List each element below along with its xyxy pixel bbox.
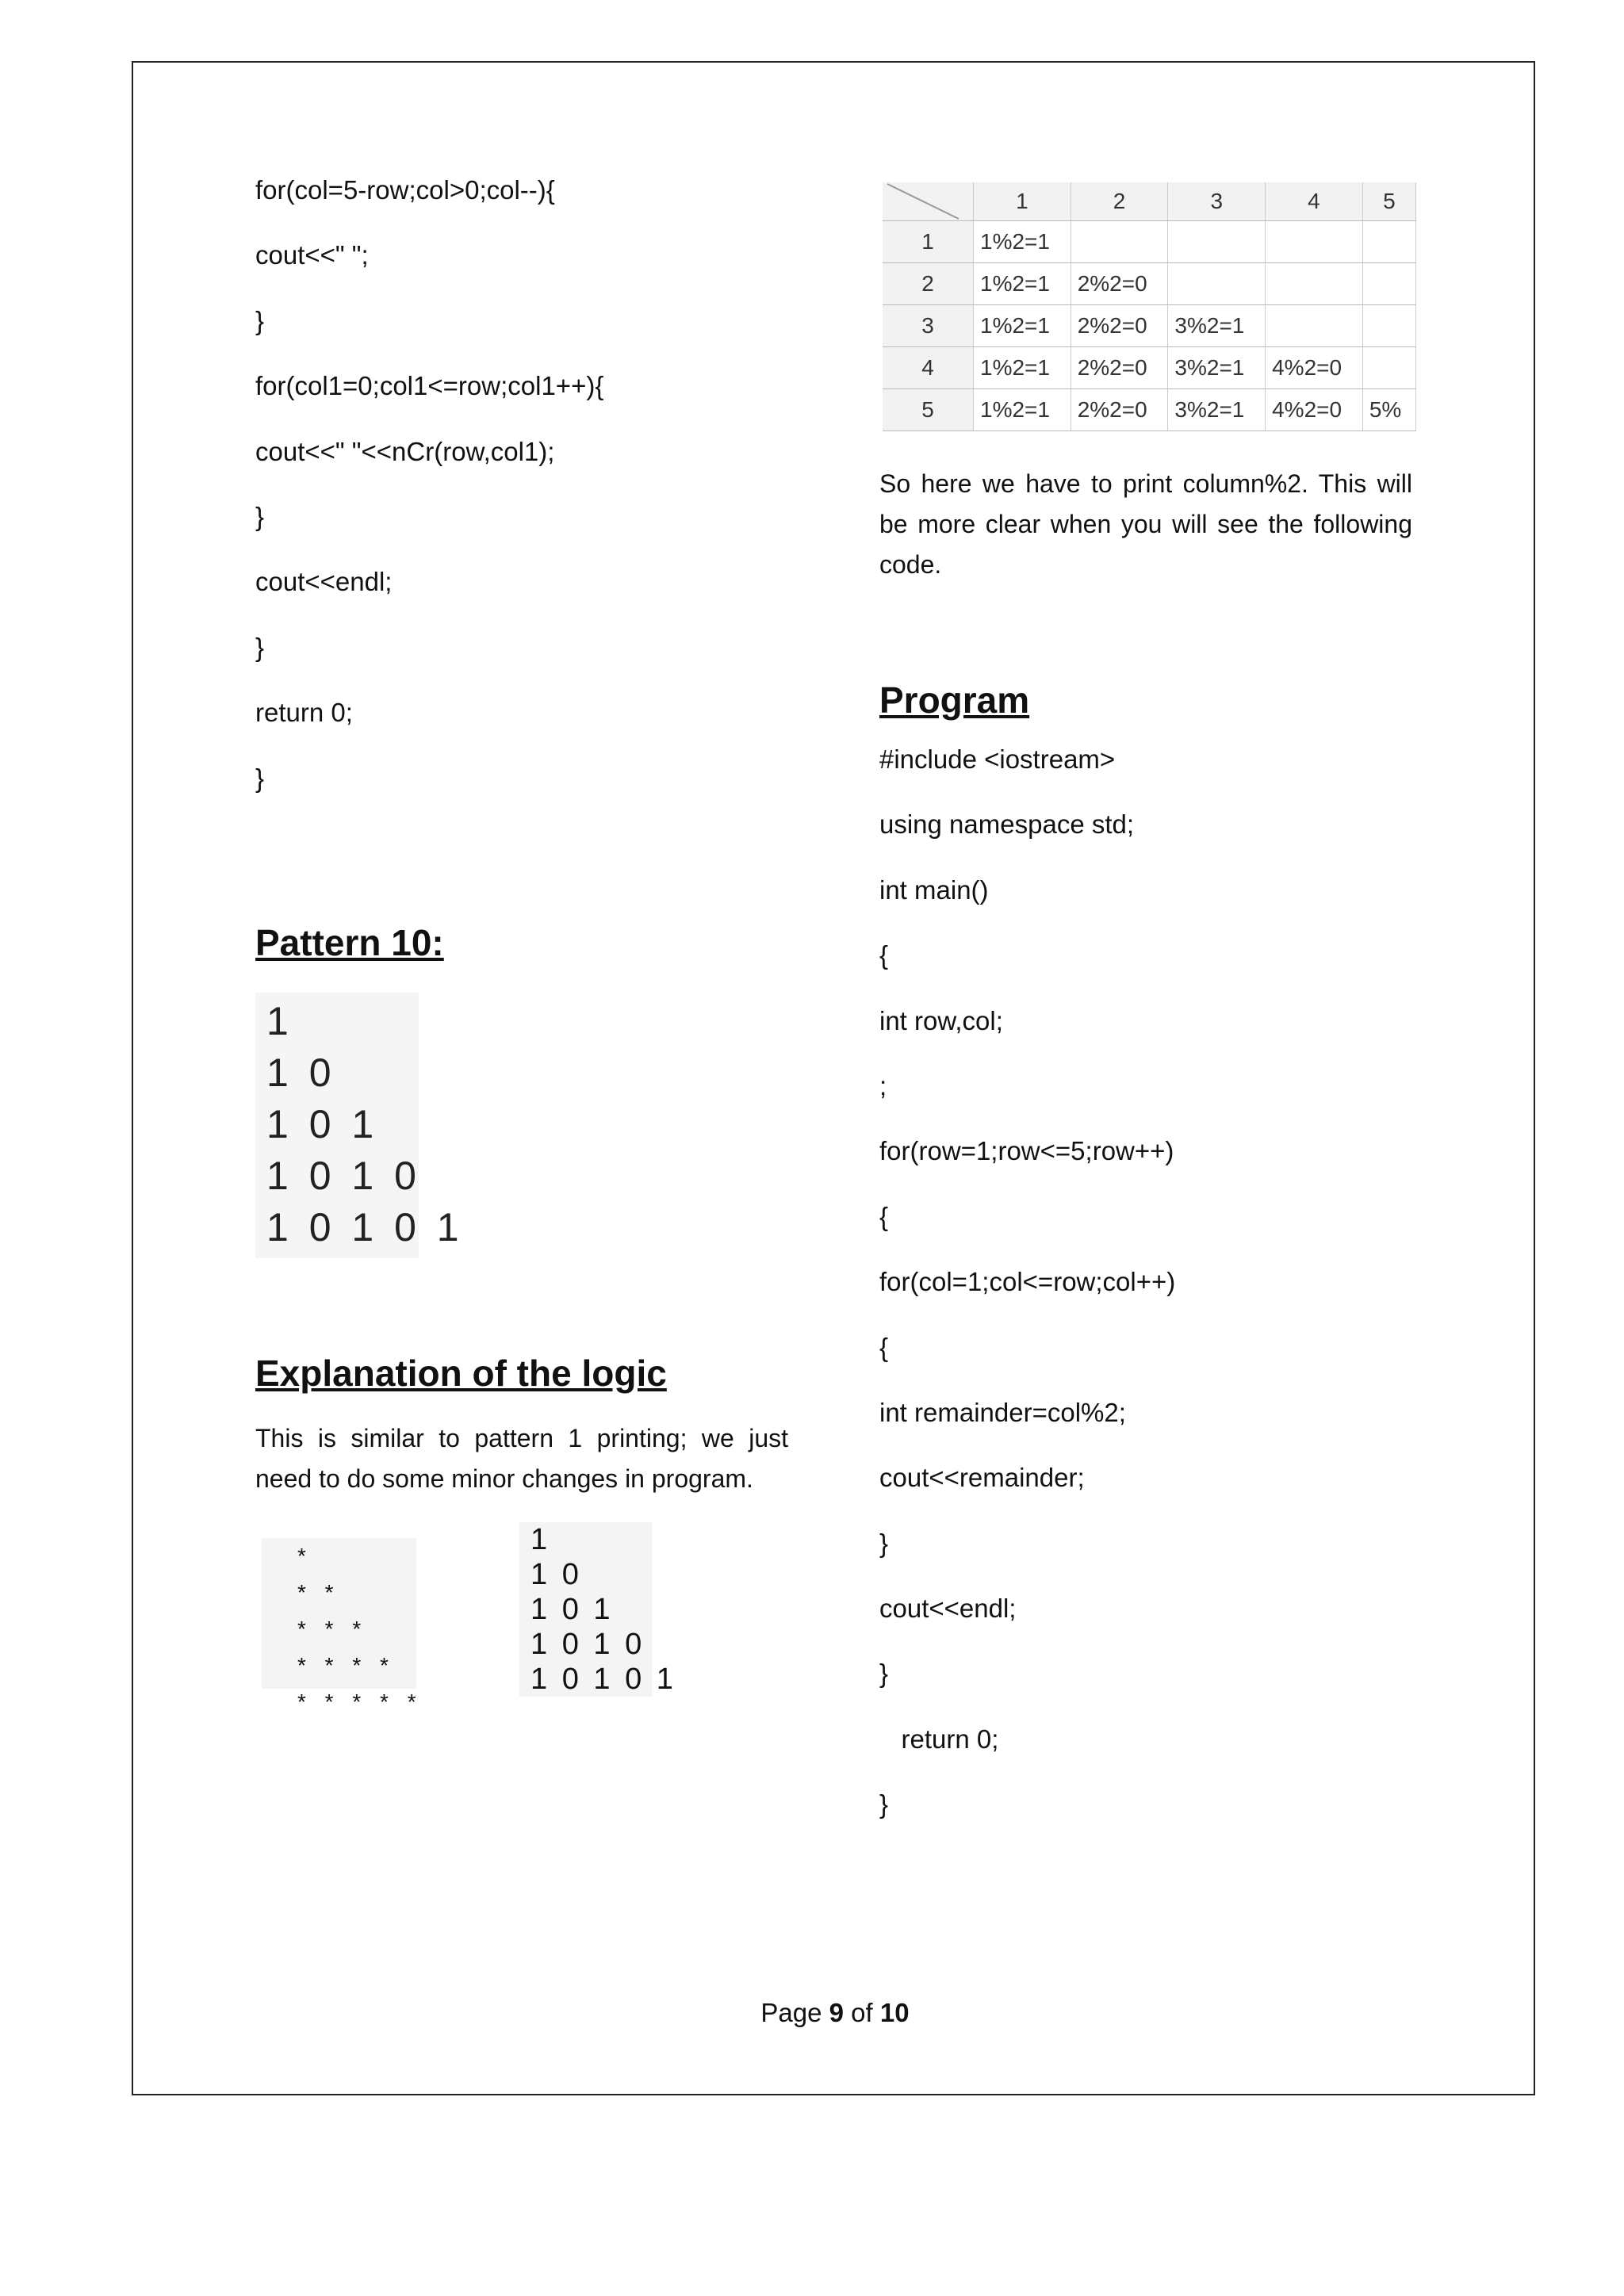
explanation-right-paragraph: So here we have to print column%2. This will be more clear when you will see the following code. <box>879 469 1412 579</box>
table-cell: 3%2=1 <box>1168 305 1266 347</box>
star-pattern-image <box>262 1538 423 1714</box>
column-header: 4 <box>1266 182 1363 221</box>
table-cell <box>1266 263 1363 305</box>
table-cell <box>1266 221 1363 263</box>
number-line: 1 0 1 0 <box>530 1628 645 1661</box>
table-cell: 2%2=0 <box>1071 347 1168 389</box>
column-header: 2 <box>1071 182 1168 221</box>
table-cell <box>1071 221 1168 263</box>
table-cell: 1%2=1 <box>974 305 1071 347</box>
table-cell <box>1362 347 1415 389</box>
footer-prefix: Page <box>760 1998 822 2027</box>
table-cell: 3%2=1 <box>1168 389 1266 431</box>
table-cell <box>1362 263 1415 305</box>
column-header: 3 <box>1168 182 1266 221</box>
code-line: for(col=5-row;col>0;col--){ <box>255 175 555 205</box>
table-cell: 1%2=1 <box>974 221 1071 263</box>
pattern-line: 1 0 1 <box>266 1101 379 1146</box>
code-line: return 0; <box>879 1724 999 1754</box>
number-line: 1 0 1 <box>530 1593 614 1626</box>
row-label: 3 <box>883 305 974 347</box>
explanation-heading: Explanation of the logic <box>255 1352 667 1394</box>
code-line: cout<<remainder; <box>879 1463 1085 1493</box>
code-line: for(col1=0;col1<=row;col1++){ <box>255 371 604 401</box>
modulo-table <box>883 182 1416 431</box>
code-line: { <box>879 940 889 970</box>
pattern-line: 1 0 1 0 <box>266 1153 421 1198</box>
pattern-heading: Pattern 10: <box>255 921 444 963</box>
code-line: cout<<" "; <box>255 240 369 270</box>
code-line: cout<<endl; <box>879 1594 1017 1624</box>
table-cell: 1%2=1 <box>974 347 1071 389</box>
number-line: 1 0 1 0 1 <box>530 1663 676 1696</box>
table-cell <box>1362 221 1415 263</box>
diagonal-divider-icon <box>883 182 960 220</box>
left-column <box>255 174 788 1499</box>
code-line: } <box>255 305 265 335</box>
code-line: for(col=1;col<=row;col++) <box>879 1267 1176 1297</box>
table-cell <box>1168 221 1266 263</box>
table-corner <box>883 182 974 221</box>
table-cell <box>1362 305 1415 347</box>
table-cell <box>1168 263 1266 305</box>
table-cell: 2%2=0 <box>1071 389 1168 431</box>
pattern-line: 1 0 1 0 1 <box>266 1204 464 1249</box>
right-column <box>879 464 1412 1854</box>
code-line: cout<<endl; <box>255 567 393 597</box>
table-row <box>883 263 1416 305</box>
star-line: * * * * * <box>297 1689 423 1714</box>
table-row <box>883 347 1416 389</box>
page-footer <box>0 1998 1624 2028</box>
table-row <box>883 305 1416 347</box>
table-cell: 5% <box>1362 389 1415 431</box>
row-label: 1 <box>883 221 974 263</box>
table-header-row <box>883 182 1416 221</box>
left-code-block <box>255 174 788 828</box>
code-line: for(row=1;row<=5;row++) <box>879 1136 1174 1166</box>
program-code-block <box>879 744 1412 1854</box>
column-header: 5 <box>1362 182 1415 221</box>
row-label: 4 <box>883 347 974 389</box>
row-label: 5 <box>883 389 974 431</box>
column-header: 1 <box>974 182 1071 221</box>
table-cell: 4%2=0 <box>1266 389 1363 431</box>
pattern-line: 1 0 <box>266 1050 336 1095</box>
table-row <box>883 221 1416 263</box>
table-cell: 1%2=1 <box>974 389 1071 431</box>
star-line: * <box>297 1544 312 1568</box>
code-line: } <box>879 1659 889 1689</box>
table-row <box>883 389 1416 431</box>
code-line: ; <box>879 1070 887 1100</box>
code-line: int remainder=col%2; <box>879 1397 1126 1427</box>
code-line: cout<<" "<<nCr(row,col1); <box>255 436 555 466</box>
table-cell: 2%2=0 <box>1071 305 1168 347</box>
code-line: } <box>255 632 265 662</box>
code-line: int main() <box>879 874 989 905</box>
number-pattern-image <box>519 1522 676 1697</box>
footer-current-page: 9 <box>829 1998 844 2027</box>
footer-total-pages: 10 <box>879 1998 910 2027</box>
table-cell: 3%2=1 <box>1168 347 1266 389</box>
code-line: using namespace std; <box>879 809 1135 840</box>
code-line: { <box>879 1332 889 1362</box>
code-line: return 0; <box>255 698 353 728</box>
code-line: } <box>879 1528 889 1558</box>
code-line: } <box>255 763 265 793</box>
pattern-image <box>255 993 464 1258</box>
number-line: 1 0 <box>530 1558 582 1591</box>
row-label: 2 <box>883 263 974 305</box>
code-line: } <box>879 1789 889 1820</box>
code-line: { <box>879 1201 889 1231</box>
pattern-line: 1 <box>266 998 293 1043</box>
star-line: * * * <box>297 1617 368 1641</box>
code-line: } <box>255 501 265 531</box>
program-heading: Program <box>879 679 1030 721</box>
table-cell: 4%2=0 <box>1266 347 1363 389</box>
table-cell: 1%2=1 <box>974 263 1071 305</box>
code-line: int row,col; <box>879 1005 1003 1035</box>
table-cell <box>1266 305 1363 347</box>
star-line: * * <box>297 1580 340 1605</box>
table-cell: 2%2=0 <box>1071 263 1168 305</box>
number-line: 1 <box>530 1523 551 1556</box>
star-line: * * * * <box>297 1653 395 1678</box>
explanation-paragraph: This is similar to pattern 1 printing; we just need to do some minor changes in program. <box>255 1423 788 1493</box>
footer-middle: of <box>851 1998 873 2027</box>
code-line: #include <iostream> <box>879 744 1116 774</box>
